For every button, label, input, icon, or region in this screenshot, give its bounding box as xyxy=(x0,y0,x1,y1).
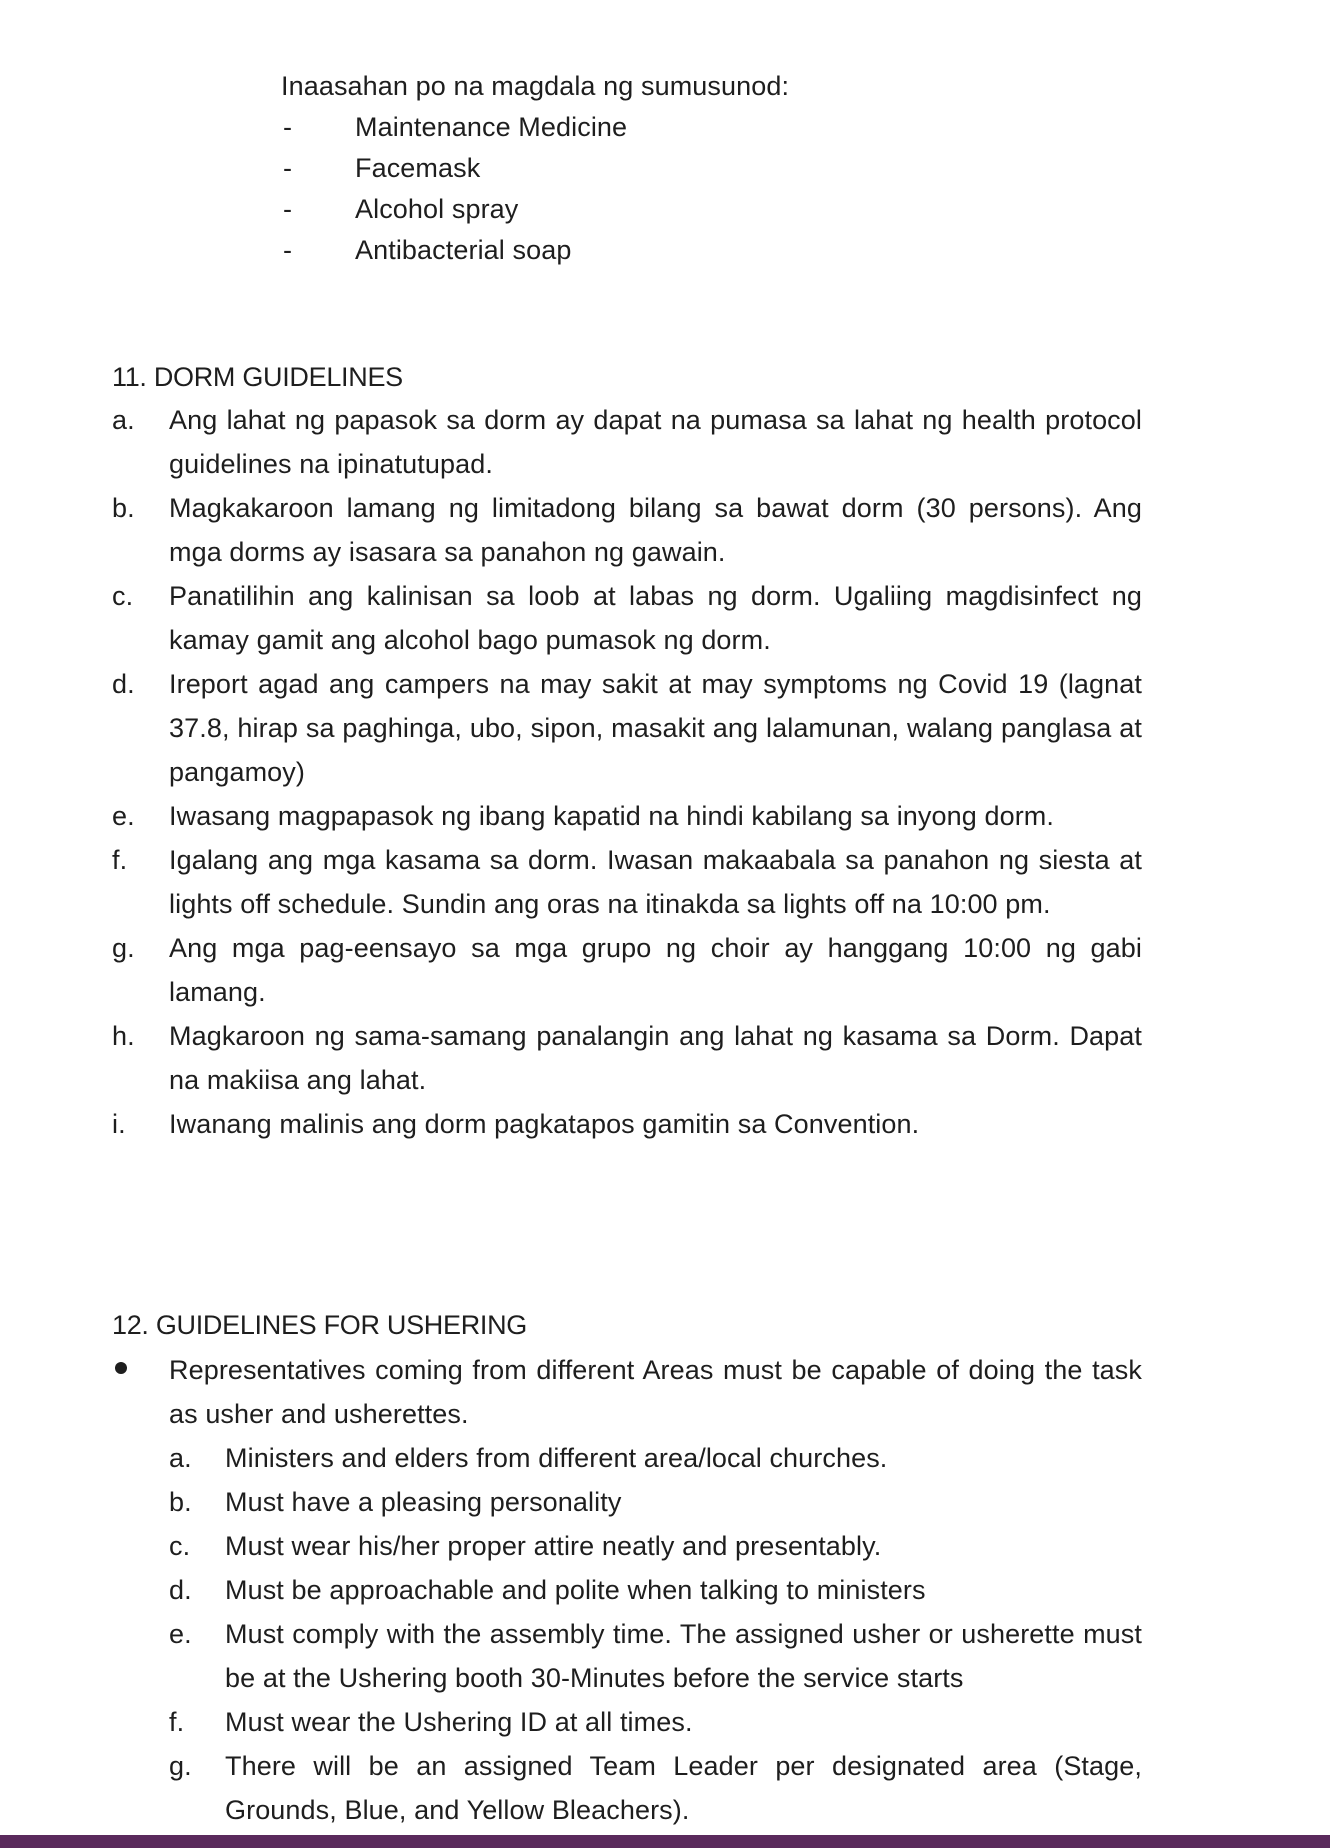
list-item-text: Must have a pleasing personality xyxy=(225,1487,622,1517)
list-item-text: Ireport agad ang campers na may sakit at may symptoms ng Covid 19 (lagnat 37.8, hirap sa paghinga, ubo, sipon, masakit ang lalamunan, walang panglasa at pangamoy) xyxy=(169,669,1142,787)
dash-marker: - xyxy=(283,194,293,224)
dash-marker: - xyxy=(283,112,293,142)
list-item-text: Must be approachable and polite when talking to ministers xyxy=(225,1575,926,1605)
list-item xyxy=(169,1480,1142,1524)
ushering-guidelines-heading: 12. GUIDELINES FOR USHERING xyxy=(112,1310,527,1340)
list-marker: g. xyxy=(112,933,135,963)
list-item xyxy=(169,1436,1142,1480)
list-item xyxy=(112,926,1142,1014)
list-marker: i. xyxy=(112,1109,126,1139)
list-marker: a. xyxy=(169,1443,192,1473)
list-item xyxy=(169,1524,1142,1568)
bring-list xyxy=(281,66,1181,271)
bullet-item xyxy=(112,1348,1142,1436)
list-marker: h. xyxy=(112,1021,135,1051)
bring-item-text: Maintenance Medicine xyxy=(355,112,628,142)
bring-item xyxy=(281,230,1181,271)
dash-marker: - xyxy=(283,153,293,183)
dorm-guidelines-heading: 11. DORM GUIDELINES xyxy=(112,362,403,392)
bring-item-text: Alcohol spray xyxy=(355,194,519,224)
list-item-text: Panatilihin ang kalinisan sa loob at labas ng dorm. Ugaliing magdisinfect ng kamay gamit ang alcohol bago pumasok ng dorm. xyxy=(169,581,1142,655)
list-marker: d. xyxy=(169,1575,192,1605)
list-marker: f. xyxy=(112,845,128,875)
list-item xyxy=(169,1568,1142,1612)
list-item-text: Ang lahat ng papasok sa dorm ay dapat na pumasa sa lahat ng health protocol guidelines na ipinatutupad. xyxy=(169,405,1142,479)
list-marker: c. xyxy=(112,581,134,611)
list-marker: a. xyxy=(112,405,135,435)
list-item-text: Iwanang malinis ang dorm pagkatapos gamitin sa Convention. xyxy=(169,1109,920,1139)
ushering-guidelines-list xyxy=(112,1348,1142,1832)
list-marker: d. xyxy=(112,669,135,699)
list-marker: e. xyxy=(112,801,135,831)
bring-item-text: Facemask xyxy=(355,153,481,183)
bring-item-text: Antibacterial soap xyxy=(355,235,572,265)
list-marker: c. xyxy=(169,1531,191,1561)
list-item xyxy=(169,1744,1142,1832)
bring-item xyxy=(281,189,1181,230)
list-item xyxy=(169,1612,1142,1700)
dash-marker: - xyxy=(283,235,293,265)
dorm-guidelines-list xyxy=(112,398,1142,1146)
list-item-text: Ang mga pag-eensayo sa mga grupo ng choir ay hanggang 10:00 ng gabi lamang. xyxy=(169,933,1142,1007)
list-item xyxy=(112,574,1142,662)
bullet-item-text: Representatives coming from different Areas must be capable of doing the task as usher and usherettes. xyxy=(169,1355,1142,1429)
list-item xyxy=(112,794,1142,838)
list-item xyxy=(112,838,1142,926)
list-item-text: Must wear his/her proper attire neatly and presentably. xyxy=(225,1531,882,1561)
list-item xyxy=(112,1014,1142,1102)
bullet-icon xyxy=(115,1362,127,1374)
list-item xyxy=(112,662,1142,794)
list-item xyxy=(112,1102,1142,1146)
list-item-text: Must wear the Ushering ID at all times. xyxy=(225,1707,693,1737)
list-marker: f. xyxy=(169,1707,185,1737)
list-item-text: Must comply with the assembly time. The assigned usher or usherette must be at the Ushering booth 30-Minutes before the service starts xyxy=(225,1619,1142,1693)
list-item-text: Iwasang magpapasok ng ibang kapatid na hindi kabilang sa inyong dorm. xyxy=(169,801,1054,831)
footer-accent-bar xyxy=(0,1835,1330,1848)
bring-intro: Inaasahan po na magdala ng sumusunod: xyxy=(281,71,790,101)
list-item-text: Ministers and elders from different area/local churches. xyxy=(225,1443,888,1473)
list-marker: g. xyxy=(169,1751,192,1781)
list-item xyxy=(169,1700,1142,1744)
list-item-text: Magkaroon ng sama-samang panalangin ang lahat ng kasama sa Dorm. Dapat na makiisa ang lahat. xyxy=(169,1021,1142,1095)
list-item xyxy=(112,486,1142,574)
list-marker: b. xyxy=(169,1487,192,1517)
bring-item xyxy=(281,148,1181,189)
list-item-text: Magkakaroon lamang ng limitadong bilang sa bawat dorm (30 persons). Ang mga dorms ay isasara sa panahon ng gawain. xyxy=(169,493,1142,567)
list-marker: e. xyxy=(169,1619,192,1649)
list-item-text: Igalang ang mga kasama sa dorm. Iwasan makaabala sa panahon ng siesta at lights off schedule. Sundin ang oras na itinakda sa lights off na 10:00 pm. xyxy=(169,845,1142,919)
bring-item xyxy=(281,107,1181,148)
list-item xyxy=(112,398,1142,486)
list-marker: b. xyxy=(112,493,135,523)
ushering-requirements-list xyxy=(169,1436,1142,1832)
list-item-text: There will be an assigned Team Leader per designated area (Stage, Grounds, Blue, and Yellow Bleachers). xyxy=(225,1751,1142,1825)
